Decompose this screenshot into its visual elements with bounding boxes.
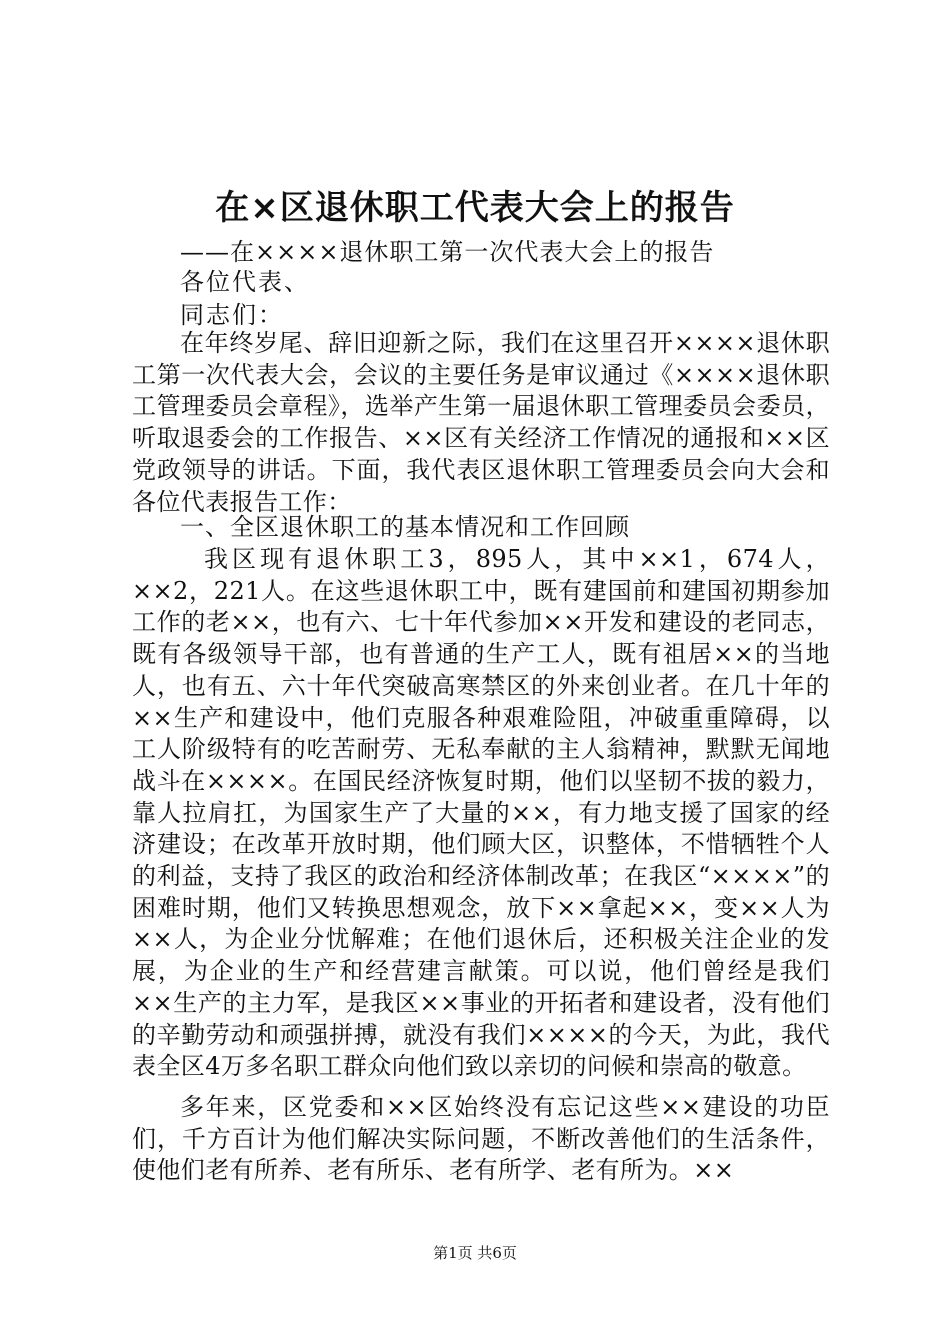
paragraph-basic-situation: 我区现有退休职工3，895人，其中××1，674人，××2，221人。在这些退休职工中，既有建国前和建国初期参加工作的老××，也有六、七十年代参加××开发和建设的老同志，既有各级领导干部，也有普通的生产工人，既有祖居××的当地人，也有五、六十年代突破高寒禁区的外来创业者。在几十年的××生产和建设中，他们克服各种艰难险阻，冲破重重障碍，以工人阶级特有的吃苦耐劳、无私奉献的主人翁精神，默默无闻地战斗在××××。在国民经济恢复时期，他们以坚韧不拔的毅力，靠人拉肩扛，为国家生产了大量的××，有力地支援了国家的经济建设；在改革开放时期，他们顾大区，识整体，不惜牺牲个人的利益，支持了我区的政治和经济体制改革；在我区“××××”的困难时期，他们又转换思想观念，放下××拿起××，变××人为××人，为企业分忧解难；在他们退休后，还积极关注企业的发展，为企业的生产和经营建言献策。可以说，他们曾经是我们××生产的主力军，是我区××事业的开拓者和建设者，没有他们的辛勤劳动和顽强拼搏，就没有我们××××的今天，为此，我代表全区4万多名职工群众向他们致以亲切的问候和崇高的敬意。 <box>132 545 830 1081</box>
page-indicator: 第1页 共6页 <box>433 1244 517 1262</box>
greeting-comrades: 同志们： <box>180 301 284 329</box>
paragraph-intro: 在年终岁尾、辞旧迎新之际，我们在这里召开××××退休职工第一次代表大会，会议的主要任务是审议通过《××××退休职工管理委员会章程》，选举产生第一届退休职工管理委员会委员，听取退委会的工作报告、××区有关经济工作情况的通报和××区党政领导的讲话。下面，我代表区退休职工管理委员会向大会和各位代表报告工作： <box>132 329 830 516</box>
document-title: 在×区退休职工代表大会上的报告 <box>215 188 735 228</box>
paragraph-care-measures: 多年来，区党委和××区始终没有忘记这些××建设的功臣们，千方百计为他们解决实际问题，不断改善他们的生活条件，使他们老有所养、老有所乐、老有所学、老有所为。×× <box>132 1093 830 1185</box>
section-heading-1: 一、全区退休职工的基本情况和工作回顾 <box>180 513 630 541</box>
greeting-delegates: 各位代表、 <box>180 268 310 296</box>
document-subtitle: ——在××××退休职工第一次代表大会上的报告 <box>180 238 715 266</box>
